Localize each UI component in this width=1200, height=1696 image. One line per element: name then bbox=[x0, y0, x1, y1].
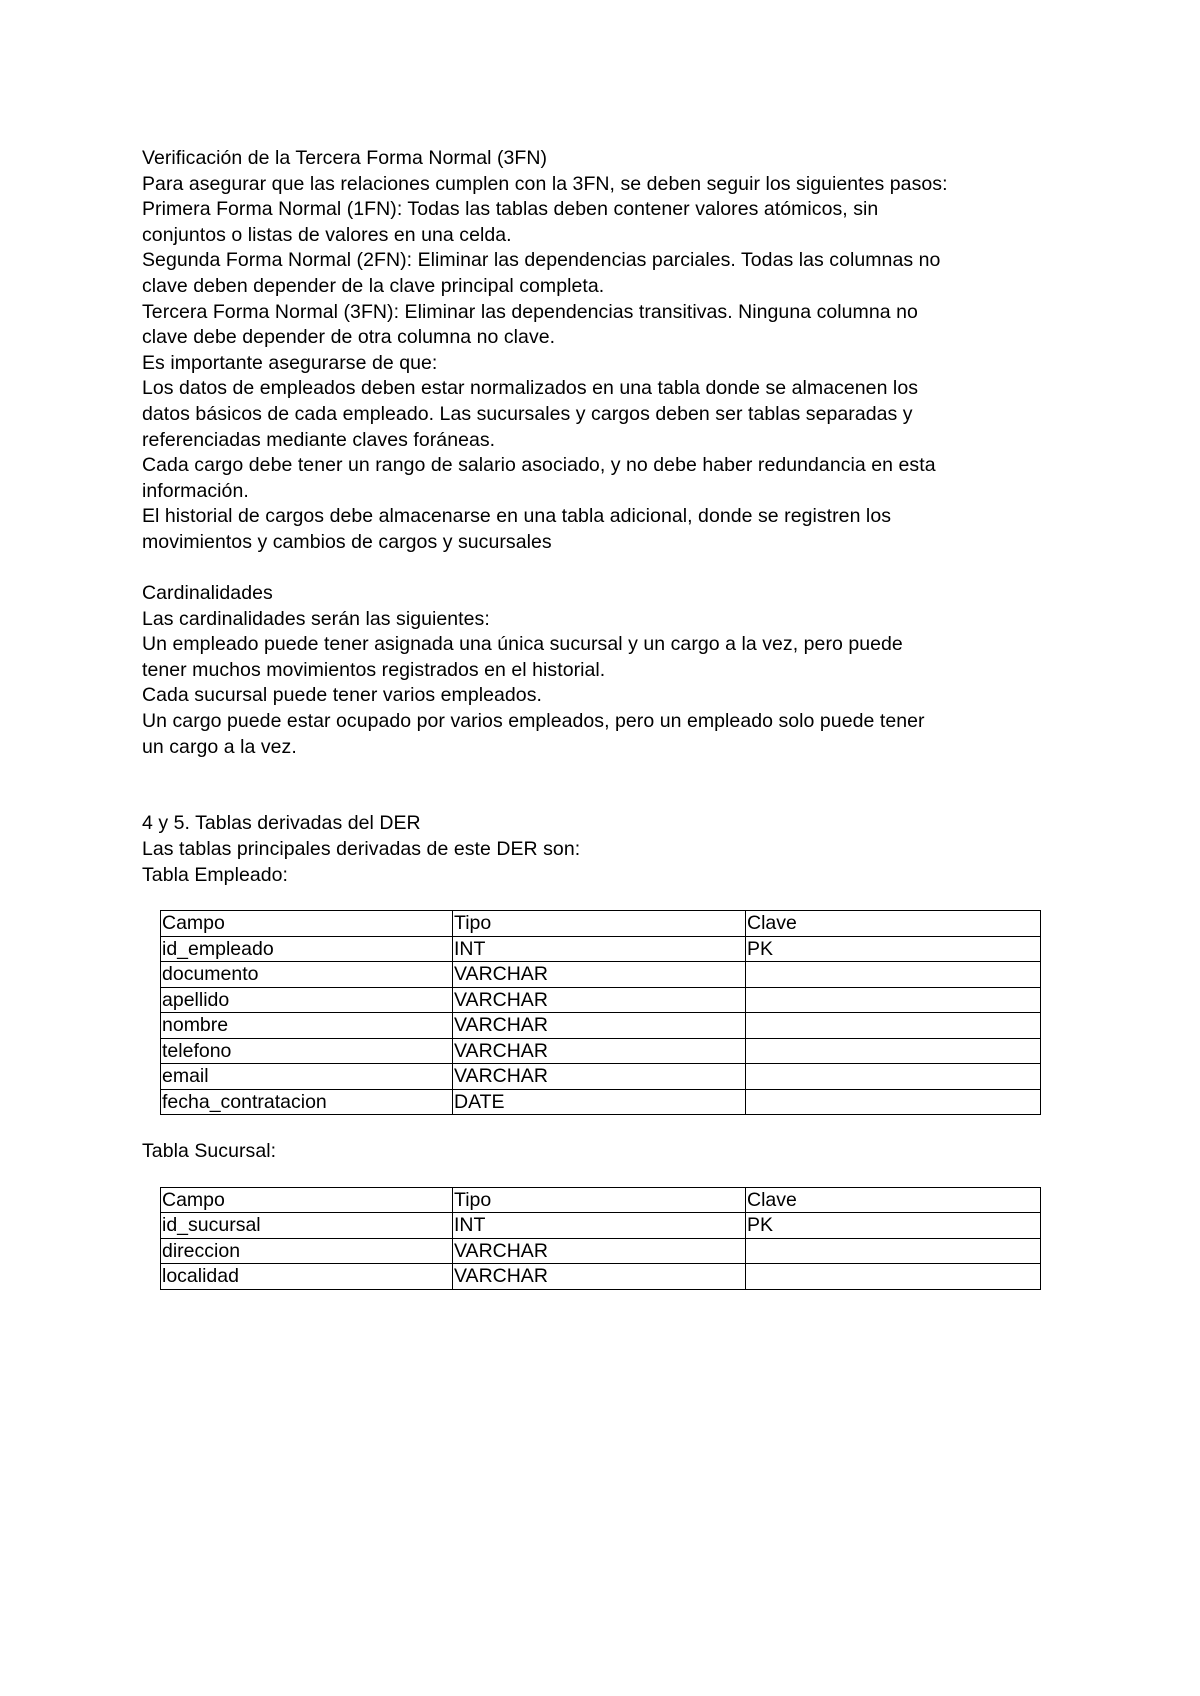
table-row bbox=[161, 1064, 1041, 1090]
paragraph-line: clave debe depender de otra columna no clave. bbox=[142, 326, 556, 349]
table-cell: VARCHAR bbox=[453, 1264, 746, 1290]
heading-3fn: Verificación de la Tercera Forma Normal (3FN) bbox=[142, 147, 548, 169]
table-cell: VARCHAR bbox=[453, 1038, 746, 1064]
table-cell: apellido bbox=[161, 987, 453, 1013]
tabla-empleado bbox=[160, 910, 1041, 1115]
header-cell: Tipo bbox=[453, 1187, 746, 1213]
paragraph-line: un cargo a la vez. bbox=[142, 735, 297, 758]
header-cell: Clave bbox=[746, 911, 1041, 937]
header-cell: Campo bbox=[161, 911, 453, 937]
table-caption-sucursal: Tabla Sucursal: bbox=[142, 1140, 277, 1163]
paragraph-line: Las cardinalidades serán las siguientes: bbox=[142, 607, 490, 630]
blank-line bbox=[142, 556, 1082, 582]
section-3fn bbox=[142, 146, 1082, 556]
table-row bbox=[161, 1213, 1041, 1239]
table-cell: email bbox=[161, 1064, 453, 1090]
paragraph-line: datos básicos de cada empleado. Las sucursales y cargos deben ser tablas separadas y bbox=[142, 402, 913, 425]
table-cell bbox=[746, 1064, 1041, 1090]
table-cell: telefono bbox=[161, 1038, 453, 1064]
table-cell: direccion bbox=[161, 1238, 453, 1264]
paragraph-line: clave deben depender de la clave principal completa. bbox=[142, 274, 605, 297]
table-cell bbox=[746, 1238, 1041, 1264]
table-row bbox=[161, 936, 1041, 962]
table-row bbox=[161, 1089, 1041, 1115]
paragraph-line: El historial de cargos debe almacenarse en una tabla adicional, donde se registren los bbox=[142, 505, 892, 528]
document-page bbox=[142, 146, 1082, 1290]
table-cell: PK bbox=[746, 936, 1041, 962]
table-header-row bbox=[161, 1187, 1041, 1213]
paragraph-line: Cada sucursal puede tener varios empleados. bbox=[142, 684, 542, 707]
table-cell: VARCHAR bbox=[453, 1013, 746, 1039]
header-cell: Tipo bbox=[453, 911, 746, 937]
paragraph-line: conjuntos o listas de valores en una celda. bbox=[142, 223, 512, 246]
table-row bbox=[161, 1238, 1041, 1264]
table-cell bbox=[746, 1013, 1041, 1039]
blank-line bbox=[142, 786, 1082, 812]
table-caption-empleado: Tabla Empleado: bbox=[142, 863, 289, 886]
table-row bbox=[161, 1013, 1041, 1039]
blank-line bbox=[142, 1115, 1082, 1139]
table-cell bbox=[746, 1089, 1041, 1115]
paragraph-line: Los datos de empleados deben estar normalizados en una tabla donde se almacenen los bbox=[142, 377, 919, 400]
table-cell: VARCHAR bbox=[453, 1238, 746, 1264]
header-cell: Campo bbox=[161, 1187, 453, 1213]
table-cell bbox=[746, 1264, 1041, 1290]
table-cell bbox=[746, 962, 1041, 988]
paragraph-line: Para asegurar que las relaciones cumplen con la 3FN, se deben seguir los siguientes pasos: bbox=[142, 172, 948, 195]
blank-line bbox=[142, 888, 1082, 910]
section-cardinalidades bbox=[142, 581, 1082, 760]
table-cell: DATE bbox=[453, 1089, 746, 1115]
table-row bbox=[161, 1264, 1041, 1290]
table-row bbox=[161, 962, 1041, 988]
table-cell: id_empleado bbox=[161, 936, 453, 962]
paragraph-line: referenciadas mediante claves foráneas. bbox=[142, 428, 496, 451]
table-cell: localidad bbox=[161, 1264, 453, 1290]
paragraph-line: Un cargo puede estar ocupado por varios empleados, pero un empleado solo puede tener bbox=[142, 710, 925, 733]
table-row bbox=[161, 987, 1041, 1013]
table-cell: PK bbox=[746, 1213, 1041, 1239]
table-cell: VARCHAR bbox=[453, 1064, 746, 1090]
paragraph-line: Un empleado puede tener asignada una única sucursal y un cargo a la vez, pero puede bbox=[142, 633, 903, 656]
table-cell: VARCHAR bbox=[453, 987, 746, 1013]
paragraph-line: Es importante asegurarse de que: bbox=[142, 351, 438, 374]
table-cell: VARCHAR bbox=[453, 962, 746, 988]
table-cell: INT bbox=[453, 936, 746, 962]
tabla-sucursal bbox=[160, 1187, 1041, 1290]
blank-line bbox=[142, 760, 1082, 786]
table-cell: fecha_contratacion bbox=[161, 1089, 453, 1115]
table-header-row bbox=[161, 911, 1041, 937]
paragraph-line: movimientos y cambios de cargos y sucursales bbox=[142, 530, 552, 553]
table-cell: documento bbox=[161, 962, 453, 988]
heading-tablas: 4 y 5. Tablas derivadas del DER bbox=[142, 812, 421, 835]
blank-line bbox=[142, 1165, 1082, 1187]
table-cell: INT bbox=[453, 1213, 746, 1239]
paragraph-line: información. bbox=[142, 479, 249, 502]
paragraph-line: Primera Forma Normal (1FN): Todas las tablas deben contener valores atómicos, sin bbox=[142, 198, 879, 221]
section-tablas bbox=[142, 811, 1082, 888]
heading-cardinalidades: Cardinalidades bbox=[142, 582, 273, 605]
paragraph-line: Tercera Forma Normal (3FN): Eliminar las dependencias transitivas. Ninguna columna no bbox=[142, 300, 918, 323]
header-cell: Clave bbox=[746, 1187, 1041, 1213]
paragraph-line: Cada cargo debe tener un rango de salario asociado, y no debe haber redundancia en esta bbox=[142, 454, 936, 477]
table-cell bbox=[746, 1038, 1041, 1064]
table-cell: nombre bbox=[161, 1013, 453, 1039]
paragraph-line: Las tablas principales derivadas de este DER son: bbox=[142, 838, 581, 861]
table-cell bbox=[746, 987, 1041, 1013]
table-cell: id_sucursal bbox=[161, 1213, 453, 1239]
paragraph-line: Segunda Forma Normal (2FN): Eliminar las dependencias parciales. Todas las columnas no bbox=[142, 249, 941, 272]
table-row bbox=[161, 1038, 1041, 1064]
paragraph-line: tener muchos movimientos registrados en el historial. bbox=[142, 658, 606, 681]
